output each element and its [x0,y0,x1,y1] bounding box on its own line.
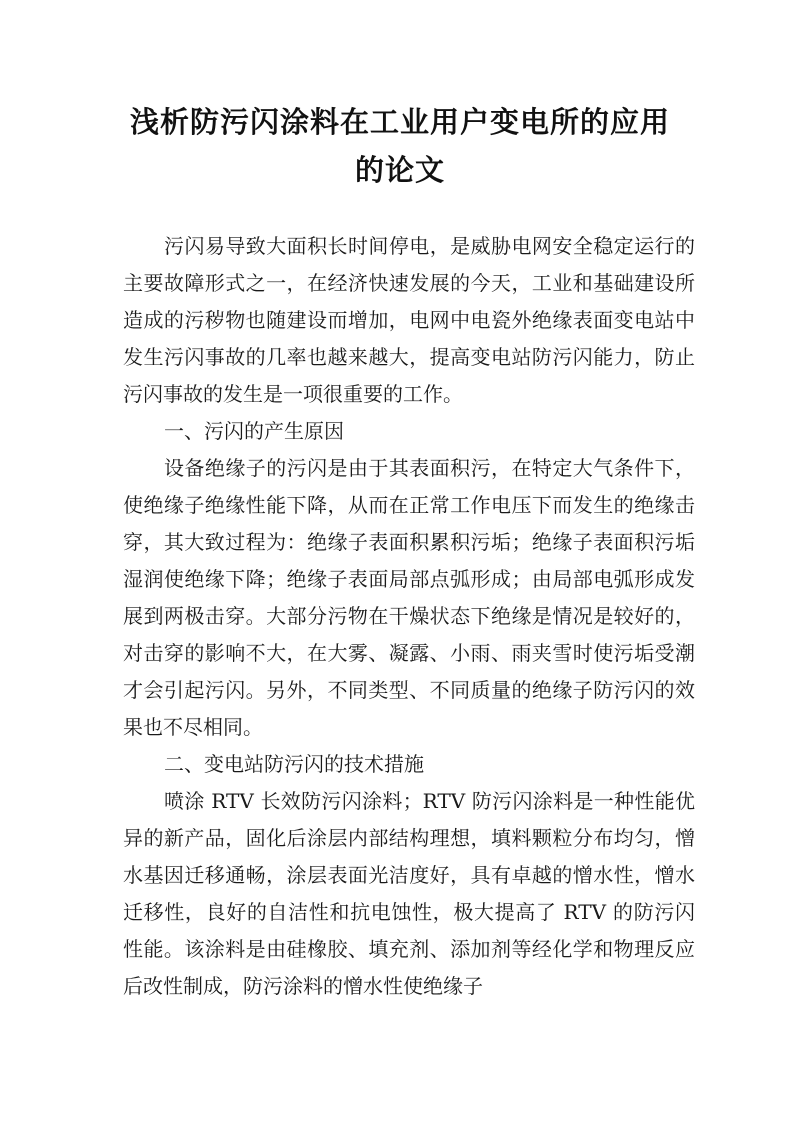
document-title [60,98,740,194]
document-body [123,228,695,1005]
title-line-2: 的论文 [354,153,445,187]
paragraph-measures: 喷涂 RTV 长效防污闪涂料；RTV 防污闪涂料是一种性能优异的新产品，固化后涂层内部结构理想，填料颗粒分布均匀，憎水基因迁移通畅，涂层表面光洁度好，具有卓越的憎水性，憎水迁移性，良好的自洁性和抗电蚀性，极大提高了 RTV 的防污闪性能。该涂料是由硅橡胶、填充剂、添加剂等经化学和物理反应后改性制成，防污涂料的憎水性使绝缘子 [123,789,695,998]
section-heading-2: 二、变电站防污闪的技术措施 [164,752,424,776]
paragraph-intro: 污闪易导致大面积长时间停电，是威胁电网安全稳定运行的主要故障形式之一，在经济快速发展的今天，工业和基础建设所造成的污秽物也随建设而增加，电网中电瓷外绝缘表面变电站中发生污闪事故的几率也越来越大，提高变电站防污闪能力，防止污闪事故的发生是一项很重要的工作。 [123,234,695,406]
section-heading-1: 一、污闪的产生原因 [164,419,344,443]
paragraph-causes: 设备绝缘子的污闪是由于其表面积污，在特定大气条件下，使绝缘子绝缘性能下降，从而在正常工作电压下而发生的绝缘击穿，其大致过程为：绝缘子表面积累积污垢；绝缘子表面积污垢湿润使绝缘下降；绝缘子表面局部点弧形成；由局部电弧形成发展到两极击穿。大部分污物在干燥状态下绝缘是情况是较好的，对击穿的影响不大，在大雾、凝露、小雨、雨夹雪时使污垢受潮才会引起污闪。另外，不同类型、不同质量的绝缘子防污闪的效果也不尽相同。 [123,456,695,739]
title-line-1: 浅析防污闪涂料在工业用户变电所的应用 [129,105,670,139]
